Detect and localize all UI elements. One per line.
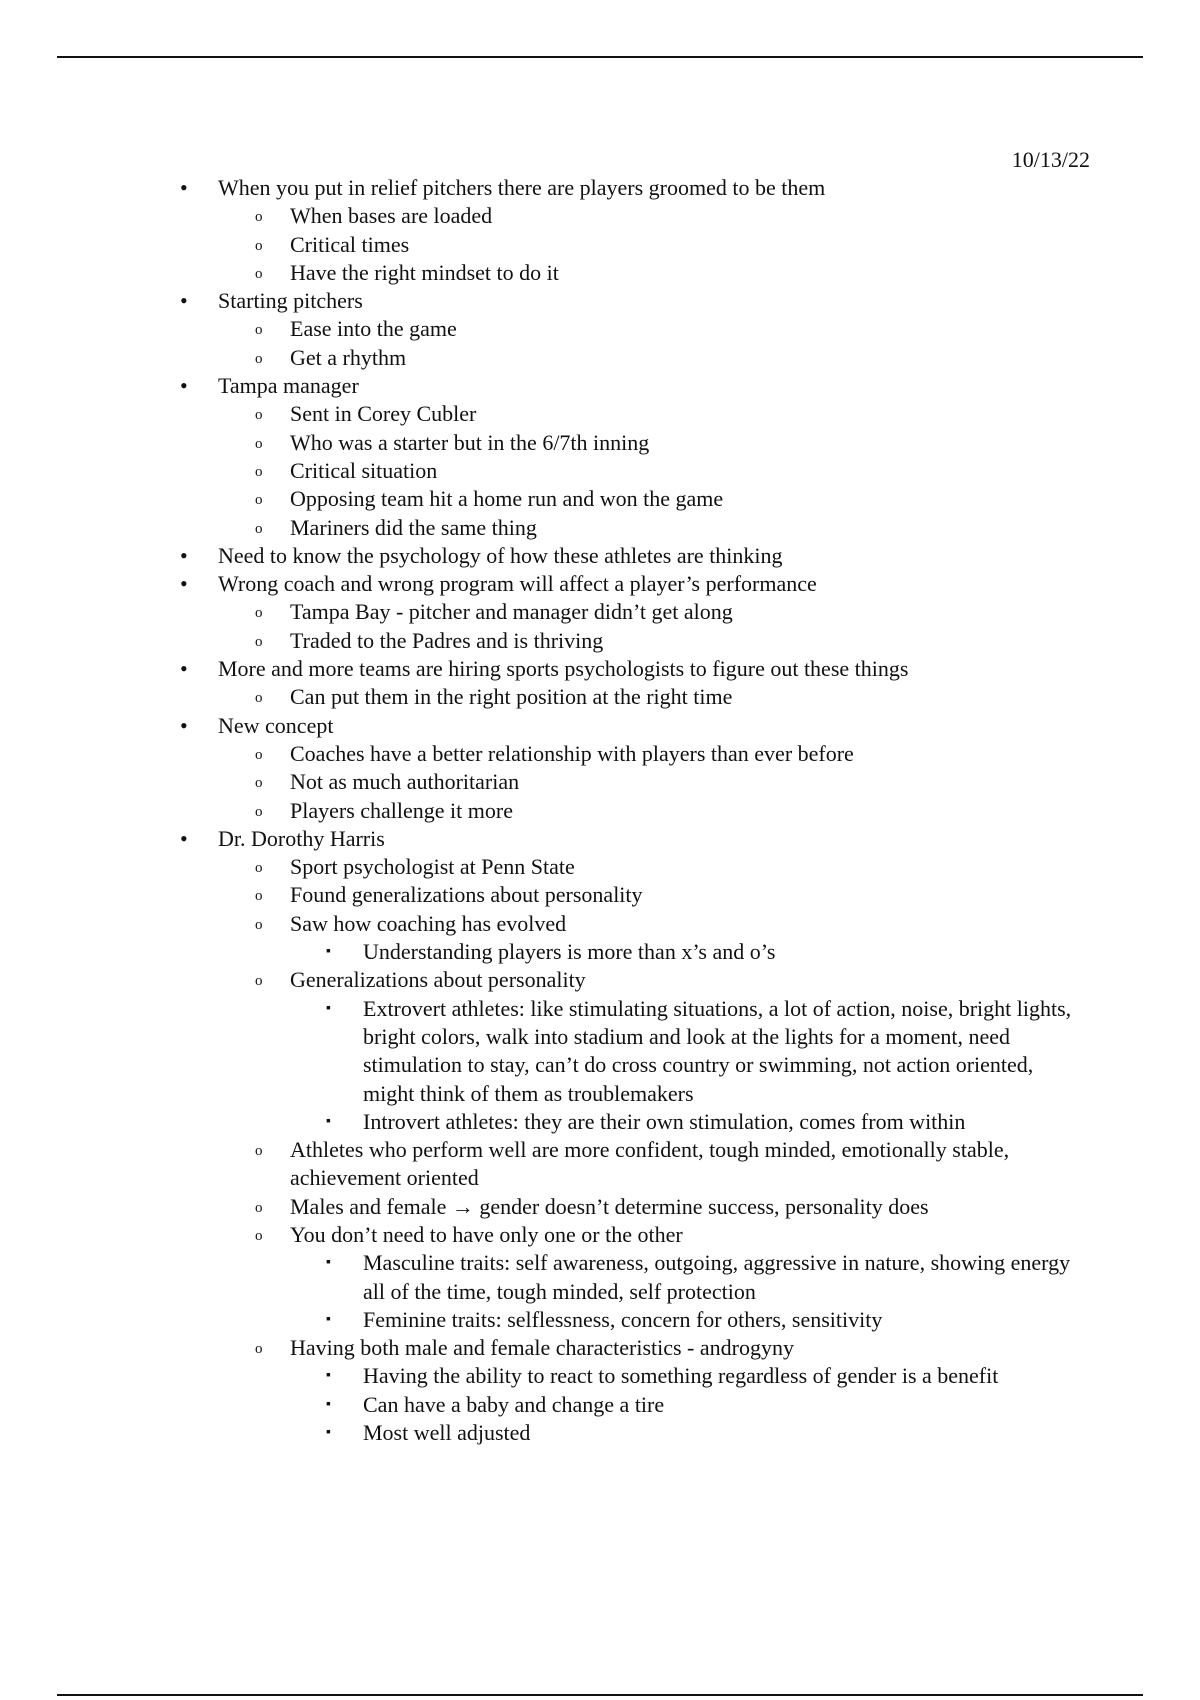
note-item — [0, 287, 1200, 315]
bullet-circle-icon: o — [255, 520, 263, 537]
note-text: Having the ability to react to something regardless of gender is a benefit — [363, 1363, 999, 1389]
note-text: When bases are loaded — [290, 203, 493, 229]
bullet-circle-icon: o — [255, 1143, 263, 1160]
bullet-circle-icon: o — [255, 463, 263, 480]
bullet-square-icon: ▪ — [326, 1311, 331, 1327]
note-sublist — [0, 683, 1200, 711]
note-text: Critical times — [290, 231, 410, 257]
note-sublist — [0, 995, 1200, 1136]
bottom-rule — [57, 1694, 1143, 1696]
bullet-circle-icon: o — [255, 973, 263, 990]
bullet-dot-icon: • — [180, 373, 188, 399]
note-text: When you put in relief pitchers there are players groomed to be them — [218, 175, 826, 200]
bullet-circle-icon: o — [255, 435, 263, 452]
bullet-circle-icon: o — [255, 209, 263, 226]
note-text: Starting pitchers — [218, 288, 363, 314]
bullet-circle-icon: o — [255, 1199, 263, 1216]
note-subitem — [0, 202, 1200, 230]
note-subitem — [0, 231, 1200, 259]
note-detail — [0, 1108, 1200, 1136]
note-sublist — [0, 853, 1200, 1447]
note-text: Masculine traits: self awareness, outgoing, aggressive in nature, showing energy all of the time, tough minded, self protection — [363, 1250, 1071, 1304]
note-subitem — [0, 457, 1200, 485]
note-text: Sent in Corey Cubler — [290, 401, 477, 427]
bullet-circle-icon: o — [255, 322, 263, 339]
bullet-circle-icon: o — [255, 746, 263, 763]
note-text: Feminine traits: selflessness, concern for others, sensitivity — [363, 1306, 883, 1332]
note-detail — [0, 1249, 1200, 1306]
note-text: Critical situation — [290, 457, 438, 483]
note-text: Get a rhythm — [290, 344, 407, 370]
bullet-circle-icon: o — [255, 916, 263, 933]
bullet-square-icon: ▪ — [326, 1368, 331, 1384]
note-item — [0, 712, 1200, 740]
note-text: Tampa manager — [218, 373, 359, 399]
note-sublist — [0, 938, 1200, 966]
bullet-square-icon: ▪ — [326, 1113, 331, 1129]
note-subitem — [0, 1136, 1200, 1193]
top-rule — [57, 56, 1143, 58]
bullet-dot-icon: • — [180, 175, 188, 200]
note-text: Sport psychologist at Penn State — [290, 854, 575, 880]
note-text: Opposing team hit a home run and won the game — [290, 486, 724, 512]
note-text: Have the right mindset to do it — [290, 259, 559, 285]
note-text: Dr. Dorothy Harris — [218, 825, 385, 851]
note-item — [0, 825, 1200, 853]
bullet-circle-icon: o — [255, 860, 263, 877]
note-subitem — [0, 768, 1200, 796]
note-text: Can have a baby and change a tire — [363, 1391, 665, 1417]
bullet-circle-icon: o — [255, 237, 263, 254]
note-text: Tampa Bay - pitcher and manager didn’t get along — [290, 599, 733, 625]
note-item — [0, 174, 1200, 202]
note-text: Traded to the Padres and is thriving — [290, 627, 604, 653]
note-text: Athletes who perform well are more confident, tough minded, emotionally stable, achievement oriented — [290, 1137, 1010, 1191]
note-text: Wrong coach and wrong program will affect a player’s performance — [218, 571, 817, 597]
note-subitem — [0, 881, 1200, 909]
note-text: More and more teams are hiring sports psychologists to figure out these things — [218, 656, 909, 682]
note-subitem — [0, 740, 1200, 768]
note-item — [0, 542, 1200, 570]
note-subitem — [0, 259, 1200, 287]
note-subitem — [0, 1193, 1200, 1221]
bullet-square-icon: ▪ — [326, 1255, 331, 1271]
note-subitem — [0, 429, 1200, 457]
note-subitem — [0, 683, 1200, 711]
note-subitem — [0, 485, 1200, 513]
bullet-dot-icon: • — [180, 656, 188, 682]
note-subitem — [0, 910, 1200, 938]
note-text: Introvert athletes: they are their own stimulation, comes from within — [363, 1108, 966, 1134]
note-text: New concept — [218, 712, 334, 738]
bullet-circle-icon: o — [255, 690, 263, 707]
bullet-square-icon: ▪ — [326, 1000, 331, 1016]
bullet-circle-icon: o — [255, 633, 263, 650]
note-sublist — [0, 1249, 1200, 1334]
note-subitem — [0, 627, 1200, 655]
note-item — [0, 372, 1200, 400]
bullet-circle-icon: o — [255, 888, 263, 905]
note-subitem — [0, 966, 1200, 994]
note-text: Having both male and female characteristics - androgyny — [290, 1335, 794, 1361]
note-text: Coaches have a better relationship with players than ever before — [290, 740, 854, 766]
note-text: Most well adjusted — [363, 1420, 531, 1446]
note-sublist — [0, 1362, 1200, 1447]
note-text: Extrovert athletes: like stimulating situations, a lot of action, noise, bright lights, bright colors, walk into stadium and look at the lights for a moment, need stimulation to stay, can’t do cross country or swimming, not action oriented, might think of them as troublemakers — [363, 995, 1072, 1106]
note-detail — [0, 995, 1200, 1108]
note-text: You don’t need to have only one or the other — [290, 1221, 683, 1247]
bullet-circle-icon: o — [255, 350, 263, 367]
note-item — [0, 655, 1200, 683]
note-text: Who was a starter but in the 6/7th inning — [290, 429, 650, 455]
note-subitem — [0, 1334, 1200, 1362]
bullet-circle-icon: o — [255, 605, 263, 622]
note-date: 10/13/22 — [1011, 147, 1090, 172]
note-text: Players challenge it more — [290, 797, 513, 823]
note-subitem — [0, 1221, 1200, 1249]
bullet-dot-icon: • — [180, 825, 188, 851]
note-subitem — [0, 598, 1200, 626]
note-sublist — [0, 400, 1200, 541]
note-subitem — [0, 344, 1200, 372]
bullet-circle-icon: o — [255, 265, 263, 282]
note-sublist — [0, 315, 1200, 372]
bullet-dot-icon: • — [180, 571, 188, 597]
note-subitem — [0, 315, 1200, 343]
bullet-circle-icon: o — [255, 492, 263, 509]
note-subitem — [0, 853, 1200, 881]
note-detail — [0, 938, 1200, 966]
bullet-circle-icon: o — [255, 407, 263, 424]
bullet-square-icon: ▪ — [326, 1396, 331, 1412]
note-text: Saw how coaching has evolved — [290, 910, 567, 936]
note-detail — [0, 1391, 1200, 1419]
note-text: Need to know the psychology of how these athletes are thinking — [218, 542, 783, 568]
bullet-dot-icon: • — [180, 542, 188, 568]
bullet-circle-icon: o — [255, 1227, 263, 1244]
note-text: Found generalizations about personality — [290, 882, 643, 908]
bullet-square-icon: ▪ — [326, 944, 331, 960]
note-text: Not as much authoritarian — [290, 769, 520, 795]
bullet-dot-icon: • — [180, 712, 188, 738]
bullet-dot-icon: • — [180, 288, 188, 314]
note-detail — [0, 1362, 1200, 1390]
note-text: Can put them in the right position at the right time — [290, 684, 733, 710]
note-sublist — [0, 598, 1200, 655]
note-item — [0, 570, 1200, 598]
bullet-circle-icon: o — [255, 775, 263, 792]
notes-list — [0, 174, 1200, 1447]
bullet-circle-icon: o — [255, 1341, 263, 1358]
note-detail — [0, 1419, 1200, 1447]
note-text: Mariners did the same thing — [290, 514, 537, 540]
note-sublist — [0, 740, 1200, 825]
note-text: Ease into the game — [290, 316, 457, 342]
note-subitem — [0, 400, 1200, 428]
note-text: Generalizations about personality — [290, 967, 586, 993]
note-subitem — [0, 797, 1200, 825]
note-sublist — [0, 202, 1200, 287]
bullet-square-icon: ▪ — [326, 1425, 331, 1441]
note-text: Understanding players is more than x’s and o’s — [363, 939, 776, 965]
note-text: Males and female → gender doesn’t determine success, personality does — [290, 1193, 929, 1219]
note-subitem — [0, 514, 1200, 542]
bullet-circle-icon: o — [255, 803, 263, 820]
note-detail — [0, 1306, 1200, 1334]
